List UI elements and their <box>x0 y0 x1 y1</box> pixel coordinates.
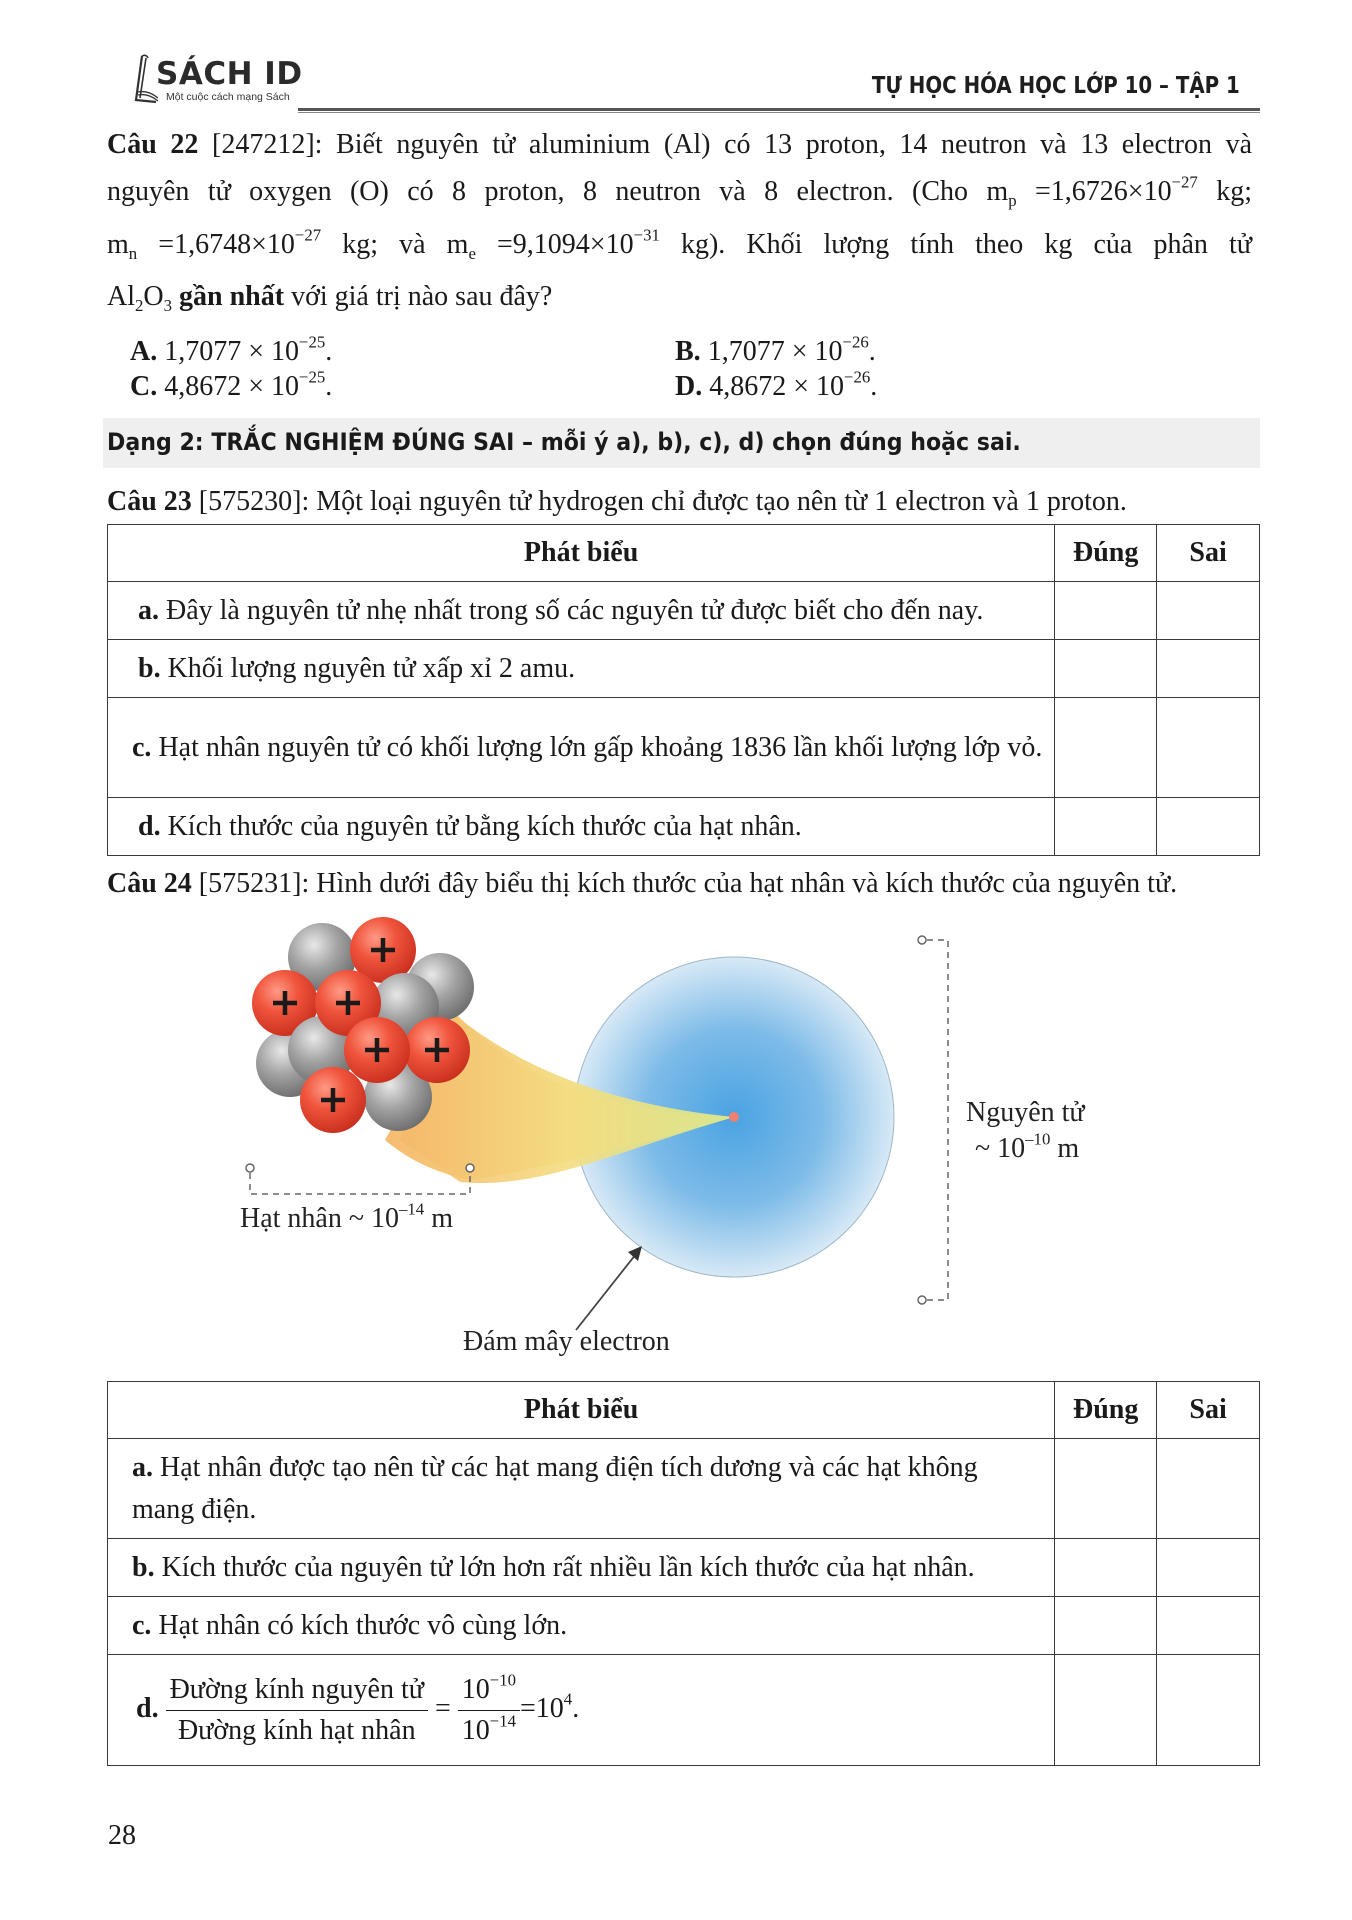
table-row <box>108 698 1260 798</box>
q24-id: [575231] <box>198 868 302 899</box>
q22-line-2: nguyên tử oxygen (O) có 8 proton, 8 neutron và 8 electron. (Cho $m_p =1,6726\times 10^{-27}$ kg; <box>107 172 1252 210</box>
col-header-statement: Phát biểu <box>108 1382 1055 1439</box>
col-header-false: Sai <box>1157 525 1260 582</box>
option-c[interactable]: C. $4,8672 \times 10^{-25}$. <box>130 367 333 402</box>
power-ratio-fraction: $\frac{10^{-10}}{10^{-14}}$ <box>458 1672 520 1749</box>
true-checkbox-cell[interactable] <box>1055 1439 1157 1539</box>
true-checkbox-cell[interactable] <box>1055 1655 1157 1766</box>
table-header-row <box>108 1382 1260 1439</box>
page-number: 28 <box>108 1820 136 1851</box>
book-title: TỰ HỌC HÓA HỌC LỚP 10 – TẬP 1 <box>872 73 1240 99</box>
diameter-ratio-fraction: $\frac{\text{Đường kính nguyên tử}}{\text{Đường kính hạt nhân}}$ <box>166 1672 428 1749</box>
atom-size-label-2: ~ $10^{-10}$ m <box>975 1129 1080 1164</box>
statement-cell: b. Khối lượng nguyên tử xấp xỉ 2 amu. <box>108 640 1055 698</box>
false-checkbox-cell[interactable] <box>1157 698 1260 798</box>
statement-cell: a. Hạt nhân được tạo nên từ các hạt mang điện tích dương và các hạt không mang điện. <box>108 1439 1055 1539</box>
statement-cell: a. Đây là nguyên tử nhẹ nhất trong số các nguyên tử được biết cho đến nay. <box>108 582 1055 640</box>
q23-prompt: Câu 23 [575230]: Một loại nguyên tử hydrogen chỉ được tạo nên từ 1 electron và 1 proton. <box>107 486 1127 517</box>
table-row <box>108 640 1260 698</box>
false-checkbox-cell[interactable] <box>1157 1539 1260 1597</box>
table-row <box>108 1655 1260 1766</box>
q23-label: Câu 23 <box>107 486 192 517</box>
false-checkbox-cell[interactable] <box>1157 1655 1260 1766</box>
option-b[interactable]: B. $1,7077 \times 10^{-26}$. <box>675 332 876 367</box>
table-row <box>108 582 1260 640</box>
false-checkbox-cell[interactable] <box>1157 582 1260 640</box>
electron-cloud-label: Đám mây electron <box>463 1326 670 1357</box>
book-logo-icon <box>132 54 158 104</box>
cloud-pointer-arrow <box>576 1246 642 1330</box>
option-d[interactable]: D. $4,8672 \times 10^{-26}$. <box>675 367 878 402</box>
statement-cell: d. $\frac{\text{Đường kính nguyên tử}}{\text{Đường kính hạt nhân}}$ = $\frac{10^{-10}}{10^{-14}}$ $=10^4$. <box>108 1655 1055 1766</box>
q22-label: Câu 22 <box>107 129 199 160</box>
q22-line-4: $Al_2O_3$ gần nhất với giá trị nào sau đây? <box>107 281 553 315</box>
atom-size-bracket <box>918 936 948 1304</box>
logo-tagline: Một cuộc cách mạng Sách <box>166 91 290 103</box>
statement-cell: d. Kích thước của nguyên tử bằng kích thước của hạt nhân. <box>108 798 1055 856</box>
q24-table <box>107 1381 1260 1766</box>
false-checkbox-cell[interactable] <box>1157 1597 1260 1655</box>
table-row <box>108 798 1260 856</box>
q24-label: Câu 24 <box>107 868 192 899</box>
false-checkbox-cell[interactable] <box>1157 640 1260 698</box>
col-header-true: Đúng <box>1055 1382 1157 1439</box>
q23-table <box>107 524 1260 856</box>
statement-cell: c. Hạt nhân có kích thước vô cùng lớn. <box>108 1597 1055 1655</box>
true-checkbox-cell[interactable] <box>1055 640 1157 698</box>
col-header-statement: Phát biểu <box>108 525 1055 582</box>
true-checkbox-cell[interactable] <box>1055 1539 1157 1597</box>
true-checkbox-cell[interactable] <box>1055 1597 1157 1655</box>
header-rule-thin <box>298 112 1260 113</box>
table-header-row <box>108 525 1260 582</box>
table-row <box>108 1597 1260 1655</box>
nucleus-dot <box>729 1112 739 1122</box>
q24-prompt: Câu 24 [575231]: Hình dưới đây biểu thị kích thước của hạt nhân và kích thước của nguyên tử. <box>107 868 1178 899</box>
atom-size-diagram <box>0 900 1352 1360</box>
logo-name: SÁCH ID <box>156 56 303 92</box>
q22-line-1: Câu 22 [247212]: Biết nguyên tử aluminium (Al) có 13 proton, 14 neutron và 13 electron và <box>107 129 1253 160</box>
col-header-true: Đúng <box>1055 525 1157 582</box>
nucleus-size-label: Hạt nhân ~ $10^{-14}$ m <box>240 1199 453 1234</box>
atom-size-label-1: Nguyên tử <box>966 1097 1085 1128</box>
statement-cell: b. Kích thước của nguyên tử lớn hơn rất nhiều lần kích thước của hạt nhân. <box>108 1539 1055 1597</box>
table-row <box>108 1439 1260 1539</box>
header-rule <box>298 108 1260 111</box>
true-checkbox-cell[interactable] <box>1055 582 1157 640</box>
q22-line-3: $m_n =1,6748\times 10^{-27}$ kg; và $m_e =9,1094\times 10^{-31}$ kg). Khối lượng tính theo kg của phân tử <box>107 225 1252 263</box>
q23-id: [575230] <box>198 486 302 517</box>
col-header-false: Sai <box>1157 1382 1260 1439</box>
false-checkbox-cell[interactable] <box>1157 798 1260 856</box>
section-banner-text: Dạng 2: TRẮC NGHIỆM ĐÚNG SAI – mỗi ý a), b), c), d) chọn đúng hoặc sai. <box>107 428 1021 456</box>
statement-cell: c. Hạt nhân nguyên tử có khối lượng lớn gấp khoảng 1836 lần khối lượng lớp vỏ. <box>108 698 1055 798</box>
true-checkbox-cell[interactable] <box>1055 798 1157 856</box>
false-checkbox-cell[interactable] <box>1157 1439 1260 1539</box>
q22-id: [247212] <box>212 129 315 160</box>
table-row <box>108 1539 1260 1597</box>
option-a[interactable]: A. $1,7077 \times 10^{-25}$. <box>130 332 333 367</box>
true-checkbox-cell[interactable] <box>1055 698 1157 798</box>
